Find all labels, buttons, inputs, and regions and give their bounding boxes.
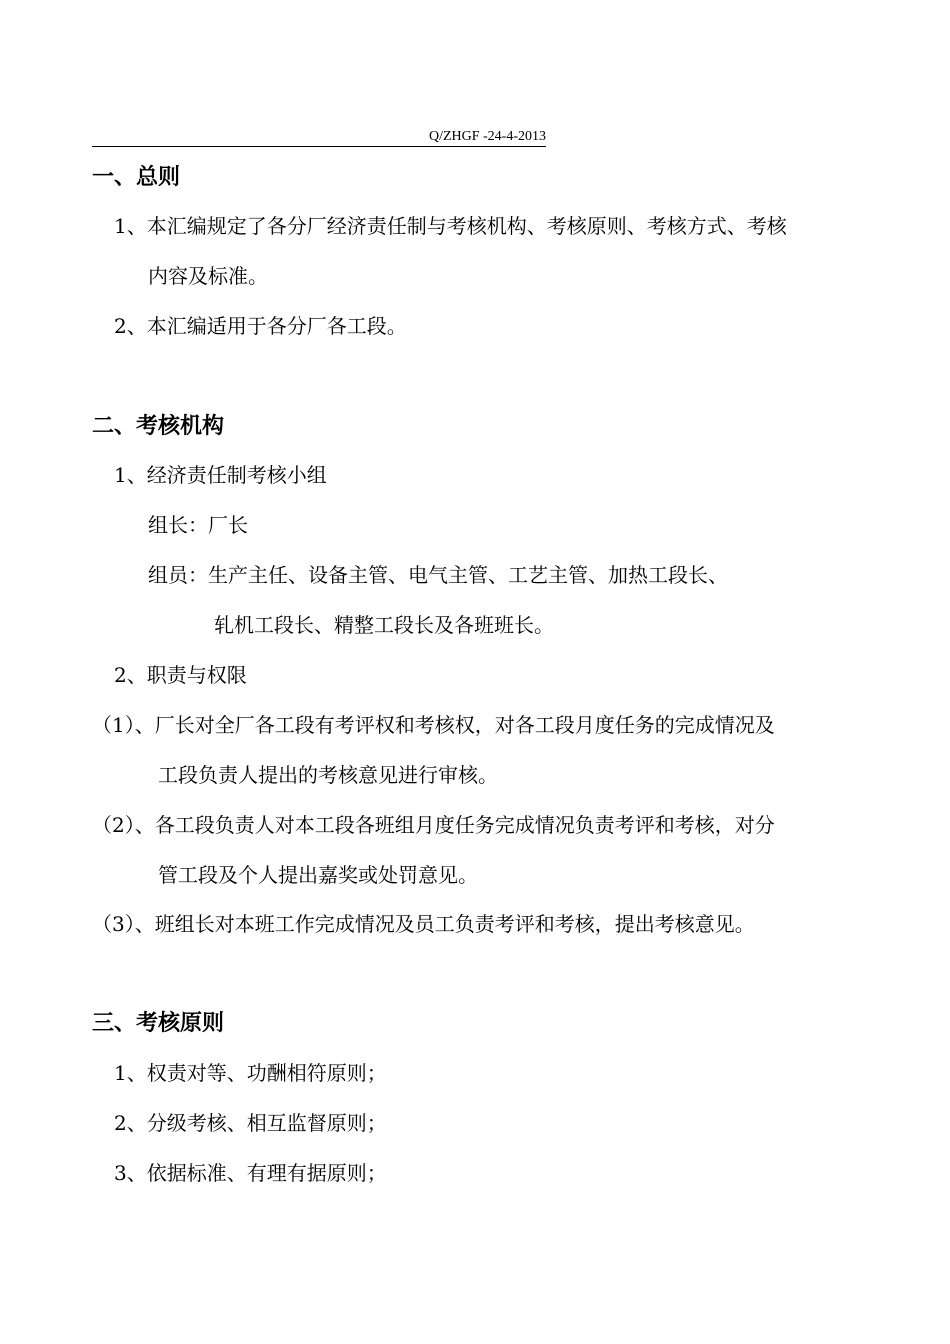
paragraph-line: 内容及标准。 — [148, 264, 268, 288]
section-heading-principles: 三、考核原则 — [92, 1010, 225, 1036]
paragraph-line: 3、依据标准、有理有据原则； — [114, 1161, 387, 1185]
paragraph-line: 轧机工段长、精整工段长及各班班长。 — [214, 613, 554, 637]
paragraph-line: 1、经济责任制考核小组 — [114, 463, 327, 487]
paragraph-line: （1）、厂长对全厂各工段有考评权和考核权，对各工段月度任务的完成情况及 — [92, 713, 775, 737]
paragraph-line: （2）、各工段负责人对本工段各班组月度任务完成情况负责考评和考核，对分 — [92, 813, 775, 837]
paragraph-line: 1、本汇编规定了各分厂经济责任制与考核机构、考核原则、考核方式、考核 — [114, 214, 787, 238]
paragraph-line: 2、本汇编适用于各分厂各工段。 — [114, 314, 407, 338]
section-heading-assessment-body: 二、考核机构 — [92, 413, 225, 439]
paragraph-line: 管工段及个人提出嘉奖或处罚意见。 — [158, 863, 478, 887]
header-rule — [92, 128, 546, 147]
paragraph-line: 组长：厂长 — [148, 513, 248, 537]
section-heading-general: 一、总则 — [92, 164, 181, 190]
paragraph-line: 2、分级考核、相互监督原则； — [114, 1111, 387, 1135]
document-code: Q/ZHGF -24-4-2013 — [428, 129, 546, 144]
paragraph-line: （3）、班组长对本班工作完成情况及员工负责考评和考核，提出考核意见。 — [92, 912, 755, 936]
paragraph-line: 组员：生产主任、设备主管、电气主管、工艺主管、加热工段长、 — [148, 563, 728, 587]
paragraph-line: 1、权责对等、功酬相符原则； — [114, 1061, 387, 1085]
paragraph-line: 工段负责人提出的考核意见进行审核。 — [158, 763, 498, 787]
paragraph-line: 2、职责与权限 — [114, 663, 247, 687]
